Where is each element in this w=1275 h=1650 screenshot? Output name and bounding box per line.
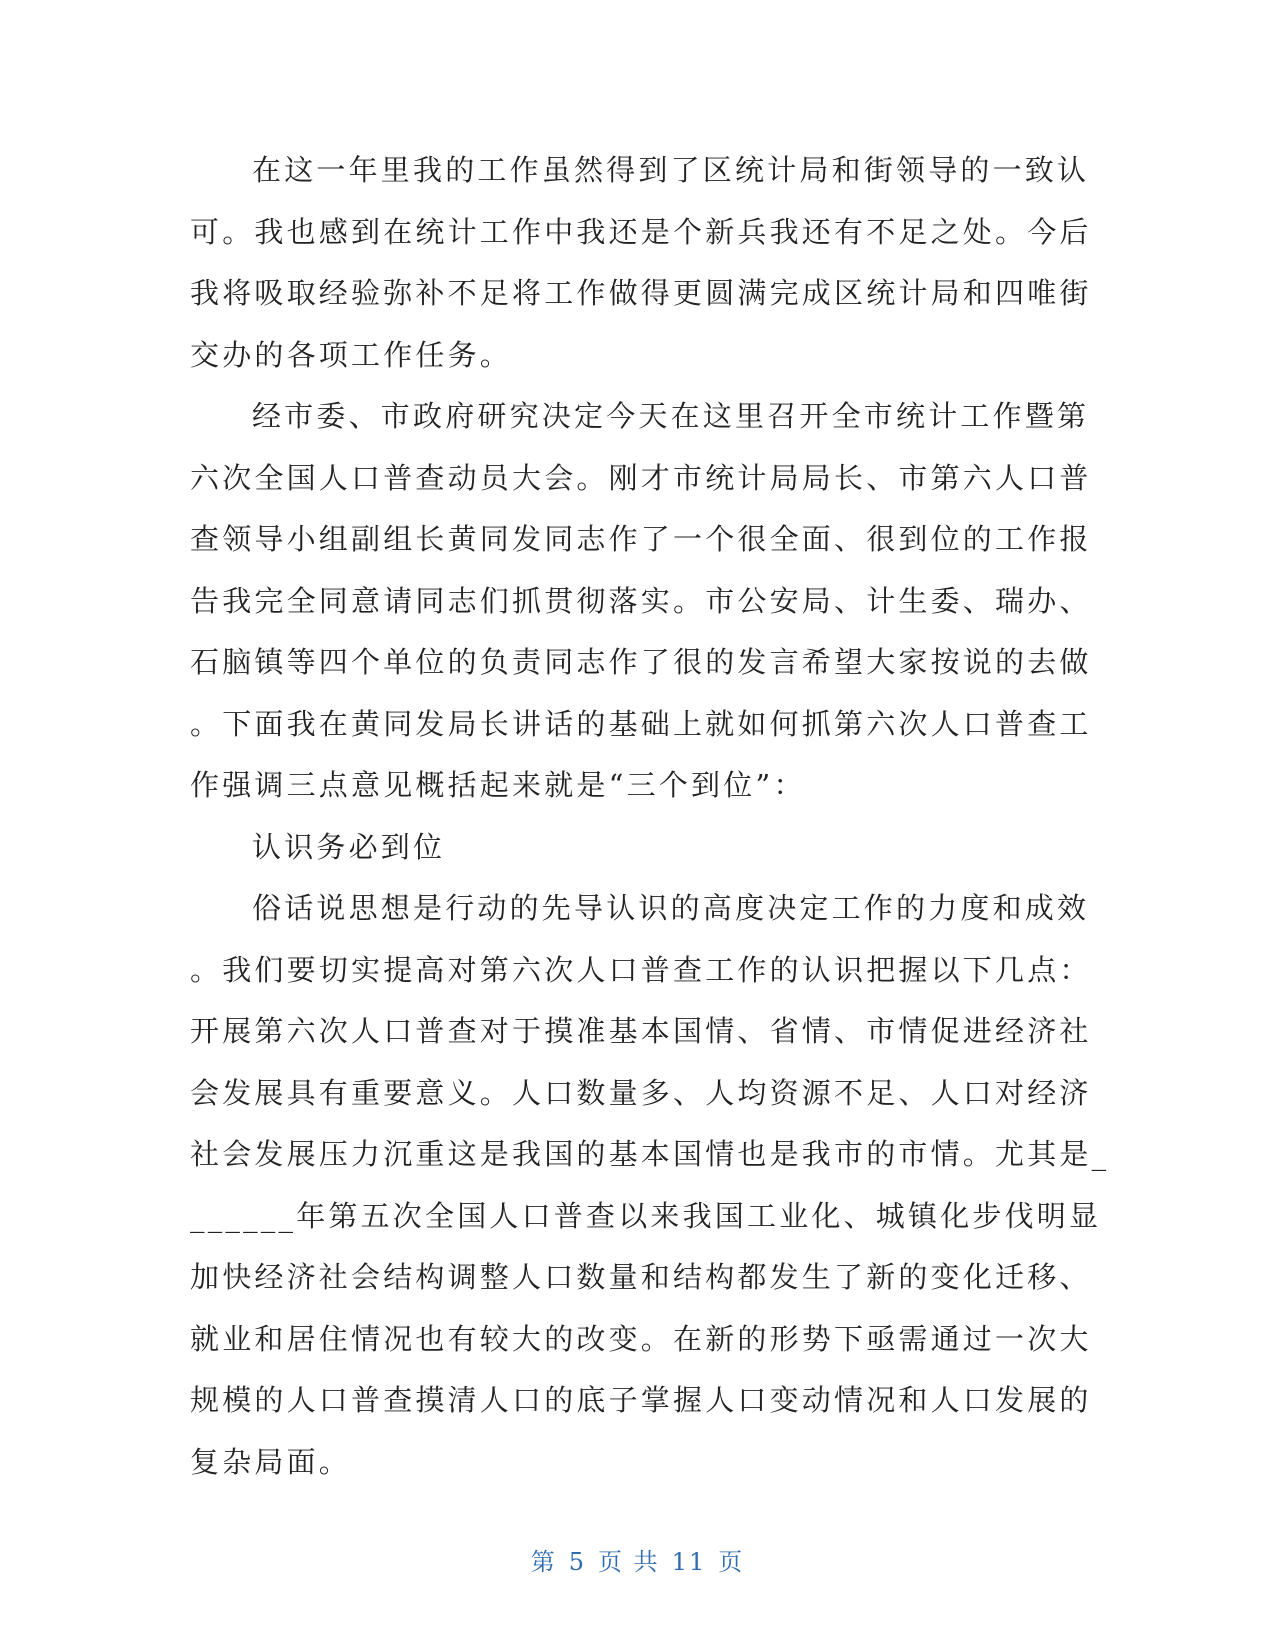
footer-prefix: 第 [530, 1548, 557, 1576]
body-text [190, 140, 1110, 1493]
page-footer [0, 1542, 1275, 1577]
text-line: 加快经济社会结构调整人口数量和结构都发生了新的变化迁移、 [190, 1260, 1092, 1294]
text-line: 俗话说思想是行动的先导认识的高度决定工作的力度和成效 [252, 891, 1090, 925]
text-line: 社会发展压力沉重这是我国的基本国情也是我市的市情。尤其是_ [190, 1137, 1110, 1171]
text-line: 可。我也感到在统计工作中我还是个新兵我还有不足之处。今后 [190, 214, 1092, 249]
text-line: 我将吸取经验弥补不足将工作做得更圆满完成区统计局和四唯街 [190, 276, 1092, 310]
text-line: 经市委、市政府研究决定今天在这里召开全市统计工作暨第 [252, 399, 1090, 433]
text-line: 会发展具有重要意义。人口数量多、人均资源不足、人口对经济 [190, 1075, 1092, 1110]
text-line: 交办的各项工作任务。 [190, 337, 513, 372]
text-line: 六次全国人口普查动员大会。刚才市统计局局长、市第六人口普 [190, 460, 1092, 495]
text-line: 石脑镇等四个单位的负责同志作了很的发言希望大家按说的去做 [190, 645, 1092, 679]
text-line: 规模的人口普查摸清人口的底子掌握人口变动情况和人口发展的 [190, 1383, 1092, 1417]
footer-middle: 页 共 [598, 1548, 660, 1576]
text-line: 复杂局面。 [190, 1444, 352, 1479]
text-line: ______年第五次全国人口普查以来我国工业化、城镇化步伐明显 [190, 1198, 1102, 1233]
text-line: 。我们要切实提高对第六次人口普查工作的认识把握以下几点： [190, 952, 1092, 987]
text-line: 开展第六次人口普查对于摸准基本国情、省情、市情促进经济社 [190, 1014, 1092, 1048]
footer-total-pages: 11 [671, 1548, 707, 1576]
section-heading: 认识务必到位 [252, 829, 446, 864]
text-line: 告我完全同意请同志们抓贯彻落实。市公安局、计生委、瑞办、 [190, 583, 1092, 618]
text-line: 。下面我在黄同发局长讲话的基础上就如何抓第六次人口普查工 [190, 706, 1092, 741]
text-line: 在这一年里我的工作虽然得到了区统计局和街领导的一致认 [252, 153, 1090, 187]
text-line: 作强调三点意见概括起来就是“三个到位”： [190, 768, 806, 802]
text-line: 查领导小组副组长黄同发同志作了一个很全面、很到位的工作报 [190, 522, 1092, 556]
footer-suffix: 页 [718, 1548, 745, 1576]
footer-current-page: 5 [568, 1548, 587, 1576]
text-line: 就业和居住情况也有较大的改变。在新的形势下亟需通过一次大 [190, 1321, 1092, 1356]
